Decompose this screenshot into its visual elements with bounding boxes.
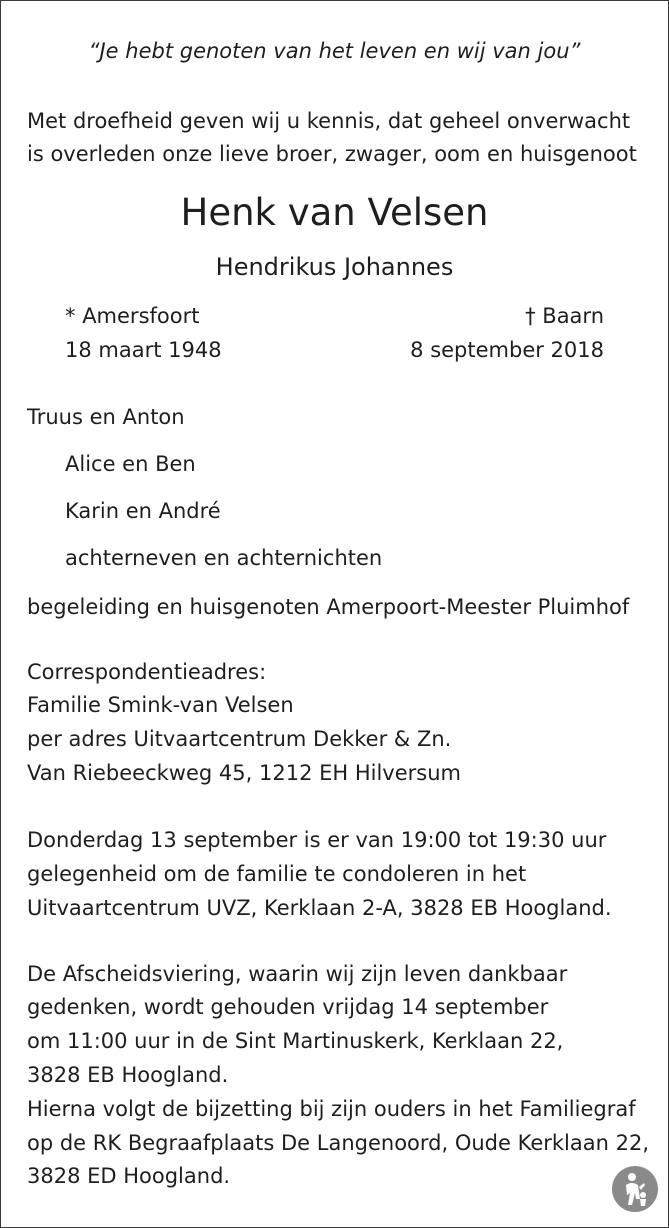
birth-place-text: Amersfoort xyxy=(82,304,200,328)
deceased-name: Henk van Velsen xyxy=(180,191,489,234)
death-place-text: Baarn xyxy=(542,304,604,328)
intro-line: is overleden onze lieve broer, zwager, oom en huisgenoot xyxy=(27,142,637,166)
ceremony-line: 3828 ED Hoogland. xyxy=(27,1164,231,1188)
death-date: 8 september 2018 xyxy=(410,338,604,362)
birth-symbol: * xyxy=(65,304,76,328)
quote: “Je hebt genoten van het leven en wij van jou” xyxy=(88,39,581,63)
ceremony-line: 3828 EB Hoogland. xyxy=(27,1063,229,1087)
care-line: begeleiding en huisgenoten Amerpoort-Meester Pluimhof xyxy=(27,595,630,619)
death-place xyxy=(525,304,604,328)
memorial-figure-icon xyxy=(611,1165,659,1213)
given-names: Hendrikus Johannes xyxy=(215,253,454,281)
condolence-line: gelegenheid om de familie te condoleren in het xyxy=(27,862,527,886)
condolence-line: Uitvaartcentrum UVZ, Kerklaan 2-A, 3828 EB Hoogland. xyxy=(27,896,612,920)
correspondence-line: Familie Smink-van Velsen xyxy=(27,693,294,717)
family-member: Truus en Anton xyxy=(27,405,185,429)
correspondence-line: Correspondentieadres: xyxy=(27,660,267,684)
ceremony-line: om 11:00 uur in de Sint Martinuskerk, Kerklaan 22, xyxy=(27,1029,564,1053)
ceremony-line: gedenken, wordt gehouden vrijdag 14 september xyxy=(27,995,549,1019)
birth-place xyxy=(65,304,199,328)
family-member: achterneven en achternichten xyxy=(65,546,383,570)
ceremony-line: op de RK Begraafplaats De Langenoord, Oude Kerklaan 22, xyxy=(27,1131,649,1155)
death-symbol: † xyxy=(525,304,536,328)
correspondence-line: per adres Uitvaartcentrum Dekker & Zn. xyxy=(27,727,452,751)
family-member: Karin en André xyxy=(65,499,221,523)
birth-date: 18 maart 1948 xyxy=(65,338,222,362)
family-member: Alice en Ben xyxy=(65,452,196,476)
ceremony-line: Hierna volgt de bijzetting bij zijn ouders in het Familiegraf xyxy=(27,1097,636,1121)
correspondence-line: Van Riebeeckweg 45, 1212 EH Hilversum xyxy=(27,761,461,785)
ceremony-line: De Afscheidsviering, waarin wij zijn leven dankbaar xyxy=(27,962,568,986)
intro-line: Met droefheid geven wij u kennis, dat geheel onverwacht xyxy=(27,109,631,133)
condolence-line: Donderdag 13 september is er van 19:00 tot 19:30 uur xyxy=(27,828,607,852)
